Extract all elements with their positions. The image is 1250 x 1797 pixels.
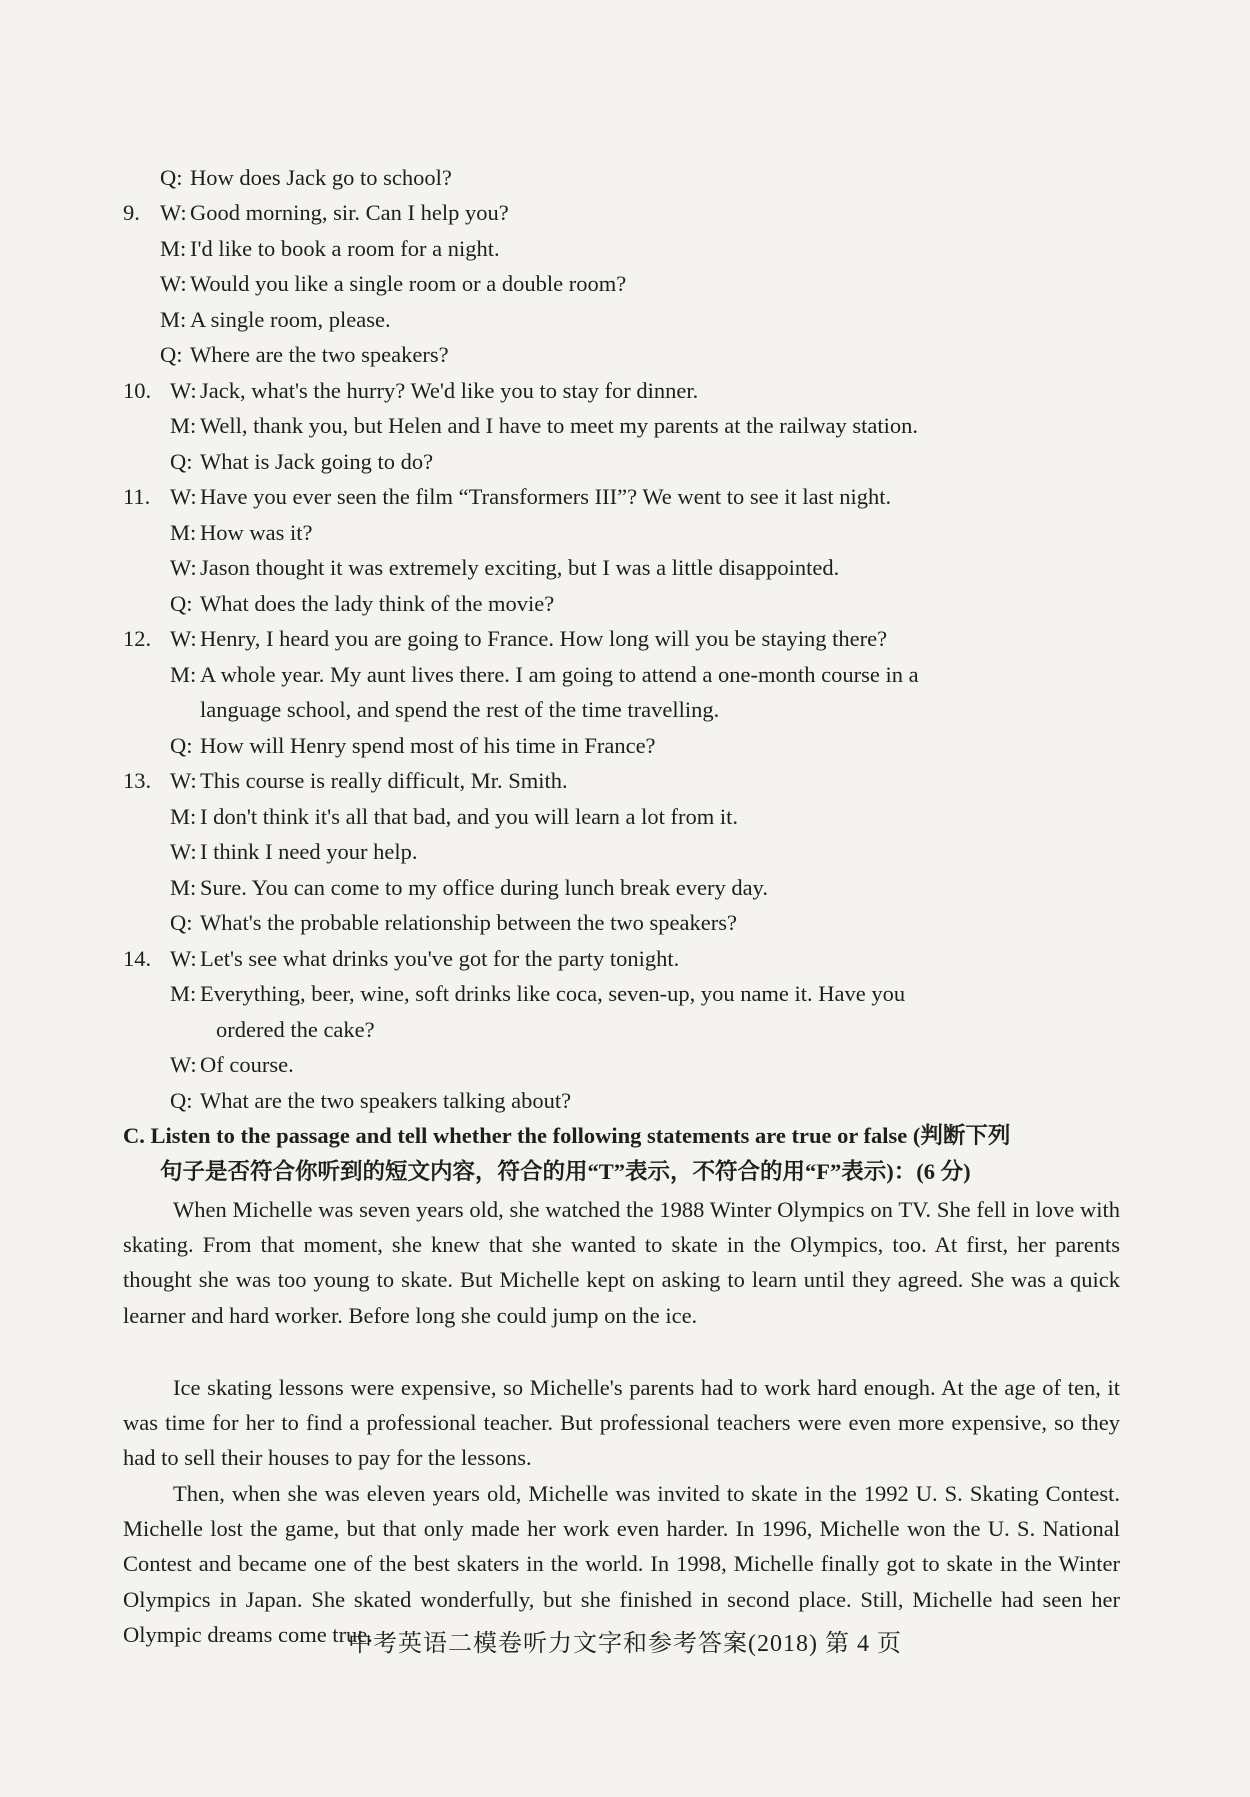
dialogue-line: W: Let's see what drinks you've got for the party tonight. bbox=[170, 946, 680, 971]
passage-paragraph: When Michelle was seven years old, she watched the 1988 Winter Olympics on TV. She fell in love with skating. From that moment, she knew that she wanted to skate in the Olympics, too. At first, her parents thought she was too young to skate. But Michelle kept on asking to learn until they agreed. She was a quick learner and hard worker. Before long she could jump on the ice. bbox=[123, 1197, 1120, 1328]
dialogue-line: language school, and spend the rest of the time travelling. bbox=[200, 697, 720, 722]
question-number: 12. bbox=[123, 626, 152, 651]
dialogue-line: M: Everything, beer, wine, soft drinks like coca, seven-up, you name it. Have you bbox=[170, 981, 906, 1006]
dialogue-line: Q: Where are the two speakers? bbox=[160, 342, 449, 367]
question-number: 9. bbox=[123, 200, 140, 225]
dialogue-line: M: How was it? bbox=[170, 520, 313, 545]
dialogue-line: M: Well, thank you, but Helen and I have to meet my parents at the railway station. bbox=[170, 413, 918, 438]
dialogue-line: W: Good morning, sir. Can I help you? bbox=[160, 200, 509, 225]
dialogue-line: W: Henry, I heard you are going to France. How long will you be staying there? bbox=[170, 626, 888, 651]
passage-paragraph: Then, when she was eleven years old, Michelle was invited to skate in the 1992 U. S. Skating Contest. Michelle lost the game, but that only made her work even harder. In 1996, Michelle won the U. S. National Contest and became one of the best skaters in the world. In 1998, Michelle finally got to skate in the Winter Olympics in Japan. She skated wonderfully, but she finished in second place. Still, Michelle had seen her Olympic dreams come true. bbox=[123, 1481, 1120, 1647]
dialogue-line: Q: How will Henry spend most of his time in France? bbox=[170, 733, 656, 758]
dialogue-line: Q: What's the probable relationship between the two speakers? bbox=[170, 910, 737, 935]
dialogue-line: M: A single room, please. bbox=[160, 307, 391, 332]
dialogue-line: ordered the cake? bbox=[216, 1017, 375, 1042]
dialogue-line: W: Have you ever seen the film “Transformers III”? We went to see it last night. bbox=[170, 484, 892, 509]
dialogue-line: M: I'd like to book a room for a night. bbox=[160, 236, 500, 261]
page-footer: 中考英语二模卷听力文字和参考答案(2018) 第 4 页 bbox=[348, 1631, 902, 1657]
question-number: 13. bbox=[123, 768, 152, 793]
dialogue-line: M: Sure. You can come to my office during lunch break every day. bbox=[170, 875, 768, 900]
question-number: 11. bbox=[123, 484, 151, 509]
dialogue-line: W: Would you like a single room or a double room? bbox=[160, 271, 627, 296]
section-heading-cont: 句子是否符合你听到的短文内容，符合的用“T”表示，不符合的用“F”表示)：(6 分) bbox=[160, 1159, 971, 1184]
dialogue-line: Q: How does Jack go to school? bbox=[160, 165, 452, 190]
dialogue-line: W: Jack, what's the hurry? We'd like you to stay for dinner. bbox=[170, 378, 699, 403]
dialogue-line: Q: What is Jack going to do? bbox=[170, 449, 434, 474]
question-number: 10. bbox=[123, 378, 152, 403]
dialogue-line: W: This course is really difficult, Mr. Smith. bbox=[170, 768, 568, 793]
dialogue-line: W: Of course. bbox=[170, 1052, 294, 1077]
dialogue-line: Q: What are the two speakers talking about? bbox=[170, 1088, 572, 1113]
dialogue-line: W: I think I need your help. bbox=[170, 839, 418, 864]
passage-paragraph: Ice skating lessons were expensive, so Michelle's parents had to work hard enough. At the age of ten, it was time for her to find a professional teacher. But professional teachers were even more expensive, so they had to sell their houses to pay for the lessons. bbox=[123, 1375, 1120, 1471]
dialogue-line: Q: What does the lady think of the movie? bbox=[170, 591, 555, 616]
question-number: 14. bbox=[123, 946, 152, 971]
dialogue-line: W: Jason thought it was extremely exciting, but I was a little disappointed. bbox=[170, 555, 840, 580]
section-heading: C. Listen to the passage and tell whether the following statements are true or false (判断下列 bbox=[123, 1123, 1011, 1148]
dialogue-line: M: A whole year. My aunt lives there. I am going to attend a one-month course in a bbox=[170, 662, 919, 687]
dialogue-line: M: I don't think it's all that bad, and you will learn a lot from it. bbox=[170, 804, 739, 829]
